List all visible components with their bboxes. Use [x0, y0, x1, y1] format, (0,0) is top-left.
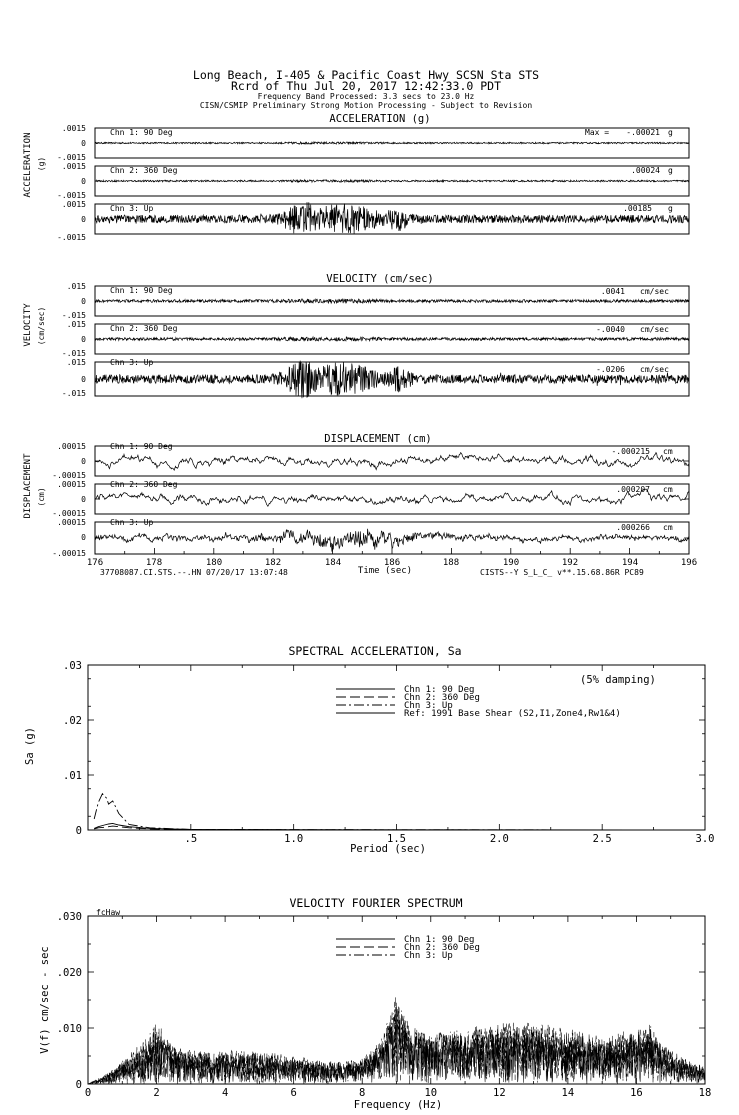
acceleration-channel-2-name: Chn 2: 360 Deg	[110, 166, 178, 175]
velocity-channel-3-unit: cm/sec	[640, 365, 669, 374]
acceleration-channel-1-tick-zero: 0	[81, 139, 86, 148]
displacement-channel-2-trace	[95, 489, 689, 506]
record-id-right: CISTS--Y S_L_C_ v**.15.68.86R PC89	[480, 568, 644, 577]
acceleration-channel-2-max: .00024	[631, 166, 660, 175]
sa-y-tick-label: .03	[63, 660, 82, 672]
fourier-legend-label-3: Chn 3: Up	[404, 951, 453, 961]
acceleration-channel-1-trace	[95, 142, 689, 144]
sa-x-tick-label: 2.5	[592, 833, 612, 845]
fourier-x-tick-label: 4	[221, 1087, 229, 1099]
displacement-channel-3-tick-bottom: -.00015	[52, 549, 86, 558]
sa-y-tick-label: .01	[63, 770, 82, 782]
acceleration-y-unit: (g)	[37, 156, 46, 172]
acceleration-max-prefix: Max =	[585, 128, 610, 137]
acceleration-channel-1-name: Chn 1: 90 Deg	[110, 128, 173, 137]
time-tick-label: 182	[264, 558, 282, 568]
displacement-channel-1-trace	[95, 453, 689, 471]
displacement-channel-2-unit: cm	[663, 485, 673, 494]
fourier-x-tick-label: 10	[424, 1087, 438, 1099]
fourier-x-tick-label: 14	[561, 1087, 575, 1099]
fourier-x-tick-label: 16	[630, 1087, 643, 1099]
displacement-channel-2-tick-top: .00015	[57, 480, 86, 489]
displacement-channel-3-tick-top: .00015	[57, 518, 86, 527]
header-line-2: Rcrd of Thu Jul 20, 2017 12:42:33.0 PDT	[230, 79, 502, 93]
displacement-channel-2-name: Chn 2: 360 Deg	[110, 480, 178, 489]
displacement-channel-3-max: .000266	[616, 523, 650, 532]
displacement-channel-2-max: .000207	[616, 485, 650, 494]
velocity-channel-2-max: -.0040	[596, 325, 625, 334]
velocity-channel-1-max: .0041	[600, 287, 625, 296]
fourier-title: VELOCITY FOURIER SPECTRUM	[289, 896, 463, 910]
displacement-title: DISPLACEMENT (cm)	[324, 433, 432, 445]
velocity-channel-1-tick-zero: 0	[81, 297, 86, 306]
acceleration-title: ACCELERATION (g)	[329, 113, 431, 125]
sa-damping-note: (5% damping)	[580, 674, 656, 686]
fourier-y-tick-label: .020	[56, 967, 82, 979]
record-id-left: 37708087.CI.STS.--.HN 07/20/17 13:07:48	[100, 568, 288, 577]
displacement-channel-2-tick-zero: 0	[81, 495, 86, 504]
sa-legend-label-3: Chn 3: Up	[404, 701, 453, 711]
velocity-y-label: VELOCITY	[23, 303, 33, 347]
velocity-panel	[23, 273, 689, 398]
time-tick-label: 180	[205, 558, 223, 568]
velocity-channel-2-trace	[95, 337, 689, 341]
sa-legend-label-1: Chn 1: 90 Deg	[404, 685, 475, 695]
sa-y-tick-label: .02	[63, 715, 82, 727]
fourier-x-tick-label: 2	[153, 1087, 160, 1099]
sa-legend-label-2: Chn 2: 360 Deg	[404, 693, 480, 703]
sa-x-label: Period (sec)	[350, 843, 426, 855]
header-line-3: Frequency Band Processed: 3.3 secs to 23.0 Hz	[257, 92, 475, 101]
sa-series-3-line	[94, 794, 705, 830]
velocity-channel-3-tick-bottom: -.015	[61, 389, 86, 398]
displacement-channel-2-tick-bottom: -.00015	[52, 509, 86, 518]
velocity-channel-3-max: -.0206	[596, 365, 625, 374]
displacement-channel-1-max: -.000215	[611, 447, 650, 456]
velocity-channel-3-name: Chn 3: Up	[110, 358, 154, 367]
time-tick-label: 192	[561, 558, 579, 568]
acceleration-channel-1-tick-top: .0015	[61, 124, 86, 133]
acceleration-panel	[23, 113, 689, 242]
sa-y-label: Sa (g)	[24, 727, 36, 765]
fourier-y-tick-label: 0	[75, 1079, 82, 1091]
fourier-x-tick-label: 6	[290, 1087, 297, 1099]
fourier-x-tick-label: 18	[698, 1087, 712, 1099]
sa-x-tick-label: .5	[184, 833, 198, 845]
displacement-channel-1-tick-zero: 0	[81, 457, 86, 466]
time-tick-label: 188	[442, 558, 460, 568]
acceleration-channel-3-tick-zero: 0	[81, 215, 86, 224]
displacement-channel-1-name: Chn 1: 90 Deg	[110, 442, 173, 451]
spectral-acceleration-chart	[24, 644, 705, 855]
sa-title: SPECTRAL ACCELERATION, Sa	[288, 644, 462, 658]
velocity-title: VELOCITY (cm/sec)	[326, 273, 434, 285]
velocity-channel-2-tick-top: .015	[66, 320, 86, 329]
velocity-channel-1-tick-top: .015	[66, 282, 86, 291]
acceleration-channel-3-trace	[95, 202, 689, 234]
velocity-channel-1-unit: cm/sec	[640, 287, 669, 296]
fourier-y-tick-label: .010	[56, 1023, 82, 1035]
sa-x-tick-label: 2.0	[489, 833, 509, 845]
time-tick-label: 190	[502, 558, 520, 568]
header-line-1: Long Beach, I-405 & Pacific Coast Hwy SCSN Sta STS	[192, 68, 540, 82]
velocity-channel-3-tick-zero: 0	[81, 375, 86, 384]
fourier-x-tick-label: 12	[493, 1087, 506, 1099]
acceleration-channel-2-trace	[95, 180, 689, 183]
fourier-corner-label: fcHaw	[96, 908, 121, 917]
sa-x-tick-label: 3.0	[695, 833, 715, 845]
displacement-y-unit: (cm)	[37, 487, 46, 507]
velocity-channel-1-tick-bottom: -.015	[61, 311, 86, 320]
header-line-4: CISN/CSMIP Preliminary Strong Motion Processing - Subject to Revision	[199, 101, 533, 110]
displacement-y-label: DISPLACEMENT	[23, 453, 33, 519]
fourier-x-tick-label: 0	[84, 1087, 92, 1099]
velocity-channel-2-name: Chn 2: 360 Deg	[110, 324, 178, 333]
acceleration-channel-3-max: .00185	[623, 204, 652, 213]
acceleration-channel-1-max: -.00021	[626, 128, 660, 137]
sa-y-tick-label: 0	[75, 825, 82, 837]
sa-legend-label-4: Ref: 1991 Base Shear (S2,I1,Zone4,Rw1&4)	[404, 709, 621, 719]
fourier-x-tick-label: 8	[359, 1087, 366, 1099]
time-tick-label: 184	[324, 558, 342, 568]
fourier-legend-label-2: Chn 2: 360 Deg	[404, 943, 480, 953]
fourier-y-label: V(f) cm/sec - sec	[39, 946, 51, 1054]
sa-x-tick-label: 1.5	[387, 833, 406, 845]
velocity-channel-1-trace	[95, 299, 689, 303]
fourier-x-label: Frequency (Hz)	[353, 1099, 443, 1111]
fourier-legend	[336, 935, 480, 961]
velocity-channel-3-tick-top: .015	[66, 358, 86, 367]
acceleration-channel-3-tick-top: .0015	[61, 200, 86, 209]
sa-x-tick-label: 1.0	[284, 833, 304, 845]
sa-plot-frame	[88, 665, 705, 830]
time-tick-label: 178	[145, 558, 163, 568]
acceleration-channel-2-tick-top: .0015	[61, 162, 86, 171]
time-tick-label: 186	[383, 558, 401, 568]
displacement-panel	[23, 433, 697, 577]
displacement-channel-1-tick-bottom: -.00015	[52, 471, 86, 480]
velocity-channel-2-unit: cm/sec	[640, 325, 669, 334]
fourier-y-tick-label: .030	[56, 911, 82, 923]
acceleration-channel-1-tick-bottom: -.0015	[57, 153, 86, 162]
displacement-channel-3-name: Chn 3: Up	[110, 518, 154, 527]
time-tick-label: 196	[680, 558, 698, 568]
acceleration-y-label: ACCELERATION	[23, 132, 33, 198]
time-tick-label: 194	[621, 558, 639, 568]
velocity-y-unit: (cm/sec)	[37, 306, 46, 346]
acceleration-channel-3-name: Chn 3: Up	[110, 204, 154, 213]
displacement-channel-1-tick-top: .00015	[57, 442, 86, 451]
velocity-channel-2-tick-bottom: -.015	[61, 349, 86, 358]
displacement-channel-3-unit: cm	[663, 523, 673, 532]
displacement-channel-3-tick-zero: 0	[81, 533, 86, 542]
acceleration-channel-2-tick-zero: 0	[81, 177, 86, 186]
acceleration-channel-2-tick-bottom: -.0015	[57, 191, 86, 200]
velocity-channel-2-tick-zero: 0	[81, 335, 86, 344]
acceleration-channel-2-unit: g	[668, 166, 673, 175]
velocity-channel-1-name: Chn 1: 90 Deg	[110, 286, 173, 295]
acceleration-channel-1-unit: g	[668, 128, 673, 137]
displacement-channel-1-unit: cm	[663, 447, 673, 456]
time-axis-label: Time (sec)	[357, 566, 413, 576]
fourier-legend-label-1: Chn 1: 90 Deg	[404, 935, 475, 945]
acceleration-channel-3-tick-bottom: -.0015	[57, 233, 86, 242]
acceleration-channel-3-unit: g	[668, 204, 673, 213]
sa-legend	[336, 685, 621, 719]
time-tick-label: 176	[86, 558, 104, 568]
